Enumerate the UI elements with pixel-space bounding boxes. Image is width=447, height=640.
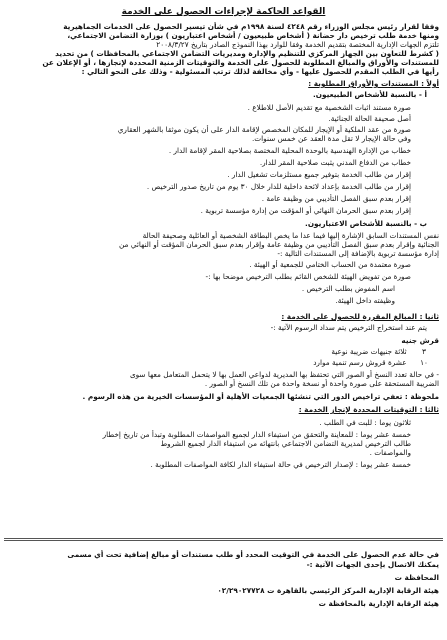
footer-line: هيئة الرقابة الإدارية المركز الرئيسي بالقاهرة ت ٠٢/٢٩٠٢٧٧٢٨ <box>217 586 439 595</box>
footer-line: هيئة الرقابة الإدارية بالمحافظة ت <box>318 599 439 608</box>
section-heading-fees: ثانيا : المبالغ المقررة للحصول على الخدمة : <box>281 312 439 321</box>
list-item: إقرار من طالب الخدمة بتوفير جميع مستلزمات تشغيل الدار . <box>227 170 411 179</box>
intro-line: ( كشرط للتعاون بين الجهاز المركزي للتنظيم والإدارة ومديريات التضامن الاجتماعي بالمحافظات ) من تحديد <box>55 49 439 58</box>
bullet-item: وظيفته داخل الهيئة. <box>335 296 395 305</box>
section-heading-timings: ثالثا : التوقيتات المحددة لإنجاز الخدمة : <box>298 405 439 414</box>
fee-amount: ١٠ <box>420 358 428 367</box>
timing-item: والمواصفات . <box>369 448 411 457</box>
subheading-natural-persons: أ - بالنسبة للأشخاص الطبيعيون. <box>313 90 427 99</box>
fee-row <box>8 358 439 367</box>
intro-line: للمستندات والأوراق والمبالغ المطلوبة للحصول على الخدمة والتوقيتات الزمنية المحددة لإنجازها ، أو الإعلان عن <box>42 58 439 67</box>
list-item: خطاب من الإدارة الهندسية بالوحدة المحلية المختصة بصلاحية المقر لإقامة الدار . <box>168 146 411 155</box>
list-item: أصل صحيفة الحالة الجنائية. <box>328 114 411 123</box>
footer-line: المحافظة ت <box>394 573 439 582</box>
paragraph-line: - في حالة تعدد النسخ أو الصور التي تحتفظ بها المديرية لدواعي العمل بها لا يتحمل المتعامل معها سوى <box>129 370 439 379</box>
separator-line <box>4 538 443 539</box>
list-item: صورة من عقد الملكية أو الإيجار للمكان المخصص لإقامة الدار على أن يكون موثقا بالشهر العقاري <box>117 125 411 134</box>
intro-line: وفقا لقرار رئيس مجلس الوزراء رقم ٤٢٤٨ لسنة ١٩٩٨م في شأن تيسير الحصول على الخدمات الجماهيرية <box>63 22 439 31</box>
intro-line: ومنها خدمة طلب ترخيص دار حضانة ( أشخاص طبيعيون / أشخاص اعتباريون ) بوزارة التضامن الاجتماعي، <box>67 31 439 40</box>
intro-line: رأيها في الطلب المقدم للحصول عليها - وأي مخالفة لذلك ترتب المسئولية - وذلك على النحو التالي : <box>81 67 439 76</box>
fee-description: ثلاثة جنيهات ضريبة نوعية <box>331 347 407 356</box>
footer-line: في حالة عدم الحصول على الخدمة في التوقيت المحدد أو طلب مستندات أو مبالغ إضافية تحت أي مسمى <box>67 550 439 559</box>
document-title: القواعد الحاكمة لإجراءات الحصول على الخدمة <box>121 7 326 17</box>
list-item: صورة معتمدة من الحساب الختامي للجمعية أو الهيئة . <box>249 260 411 269</box>
timing-item: طالب الترخيص لمديرية التضامن الاجتماعي بانتهائه من استيفاء الدار لجميع الشروط <box>160 439 411 448</box>
fees-column-header: قرش جنيه <box>401 336 439 345</box>
list-item: إقرار بعدم سبق الحرمان النهائي أو المؤقت من إدارة مؤسسة تربوية . <box>200 206 411 215</box>
list-item: إقرار من طالب الخدمة بإعداد لائحة داخلية للدار خلال ٣٠ يوم من تاريخ صدور الترخيص . <box>146 182 411 191</box>
paragraph-line: الضريبة المستحقة على صورة واحدة أو نسخة واحدة من تلك النسخ أو الصور . <box>204 379 439 388</box>
paragraph-line: نفس المستندات السابق الإشارة إليها فيما عدا ما يخص البطاقة الشخصية أو العائلية وصحيفة الحالة <box>142 231 439 240</box>
intro-line: تلتزم الجهات الإدارية المختصة بتقديم الخدمة وفقا للوارد بهذا النموذج الصادر بتاريخ ٢٠٠٨/٣/٢٧ <box>156 40 439 49</box>
separator-line <box>4 540 443 541</box>
fee-amount: ٣ <box>422 347 426 356</box>
list-item: صورة مستند اثبات الشخصية مع تقديم الأصل للاطلاع . <box>247 103 411 112</box>
list-item: وفي حالة الإيجار لا تقل مدة العقد عن خمس سنوات. <box>251 134 411 143</box>
fee-description: عشرة قروش رسم تنمية موارد <box>313 358 407 367</box>
list-item: صورة من تفويض الهيئة للشخص القائم بطلب الترخيص موضحا بها :- <box>205 272 411 281</box>
timing-item: ثلاثون يوما : للبت في الطلب . <box>319 418 411 427</box>
fee-row <box>8 347 439 356</box>
timing-item: خمسة عشر يوما : لإصدار الترخيص في حالة استيفاء الدار لكافة المواصفات المطلوبة . <box>150 460 411 469</box>
paragraph-line: الجنائية وإقرار بعدم سبق الفصل التأديبي من وظيفة عامة وإقرار بعدم سبق الحرمان المؤقت أو النهائي من <box>118 240 439 249</box>
section-heading-documents: أولاً : المستندات والأوراق المطلوبة : <box>308 79 439 88</box>
bullet-item: اسم المفوض بطلب الترخيص . <box>301 284 395 293</box>
subheading-legal-persons: ب - بالنسبة للأشخاص الاعتباريون. <box>305 219 427 228</box>
exemption-note: ملحوظة : تعفي تراخيص الدور التي تنشئها الجمعيات الأهلية أو المؤسسات الخيرية من هذه الرسوم . <box>82 392 439 401</box>
fees-intro: يتم عند استخراج الترخيص يتم سداد الرسوم الآتية :- <box>270 323 427 332</box>
list-item: إقرار بعدم سبق الفصل التأديبي من وظيفة عامة . <box>261 194 411 203</box>
list-item: خطاب من الدفاع المدني يثبت صلاحية المقر للدار. <box>259 158 411 167</box>
footer-line: يمكنك الاتصال بإحدى الجهات الآتية :- <box>306 560 439 569</box>
timing-item: خمسة عشر يوما : للمعاينة والتحقق من استيفاء الدار لجميع المواصفات المطلوبة وتبدأ من تاريخ إخطار <box>102 430 411 439</box>
paragraph-line: إدارة مؤسسة تربوية بالإضافة إلى المستندات التالية :- <box>277 249 439 258</box>
